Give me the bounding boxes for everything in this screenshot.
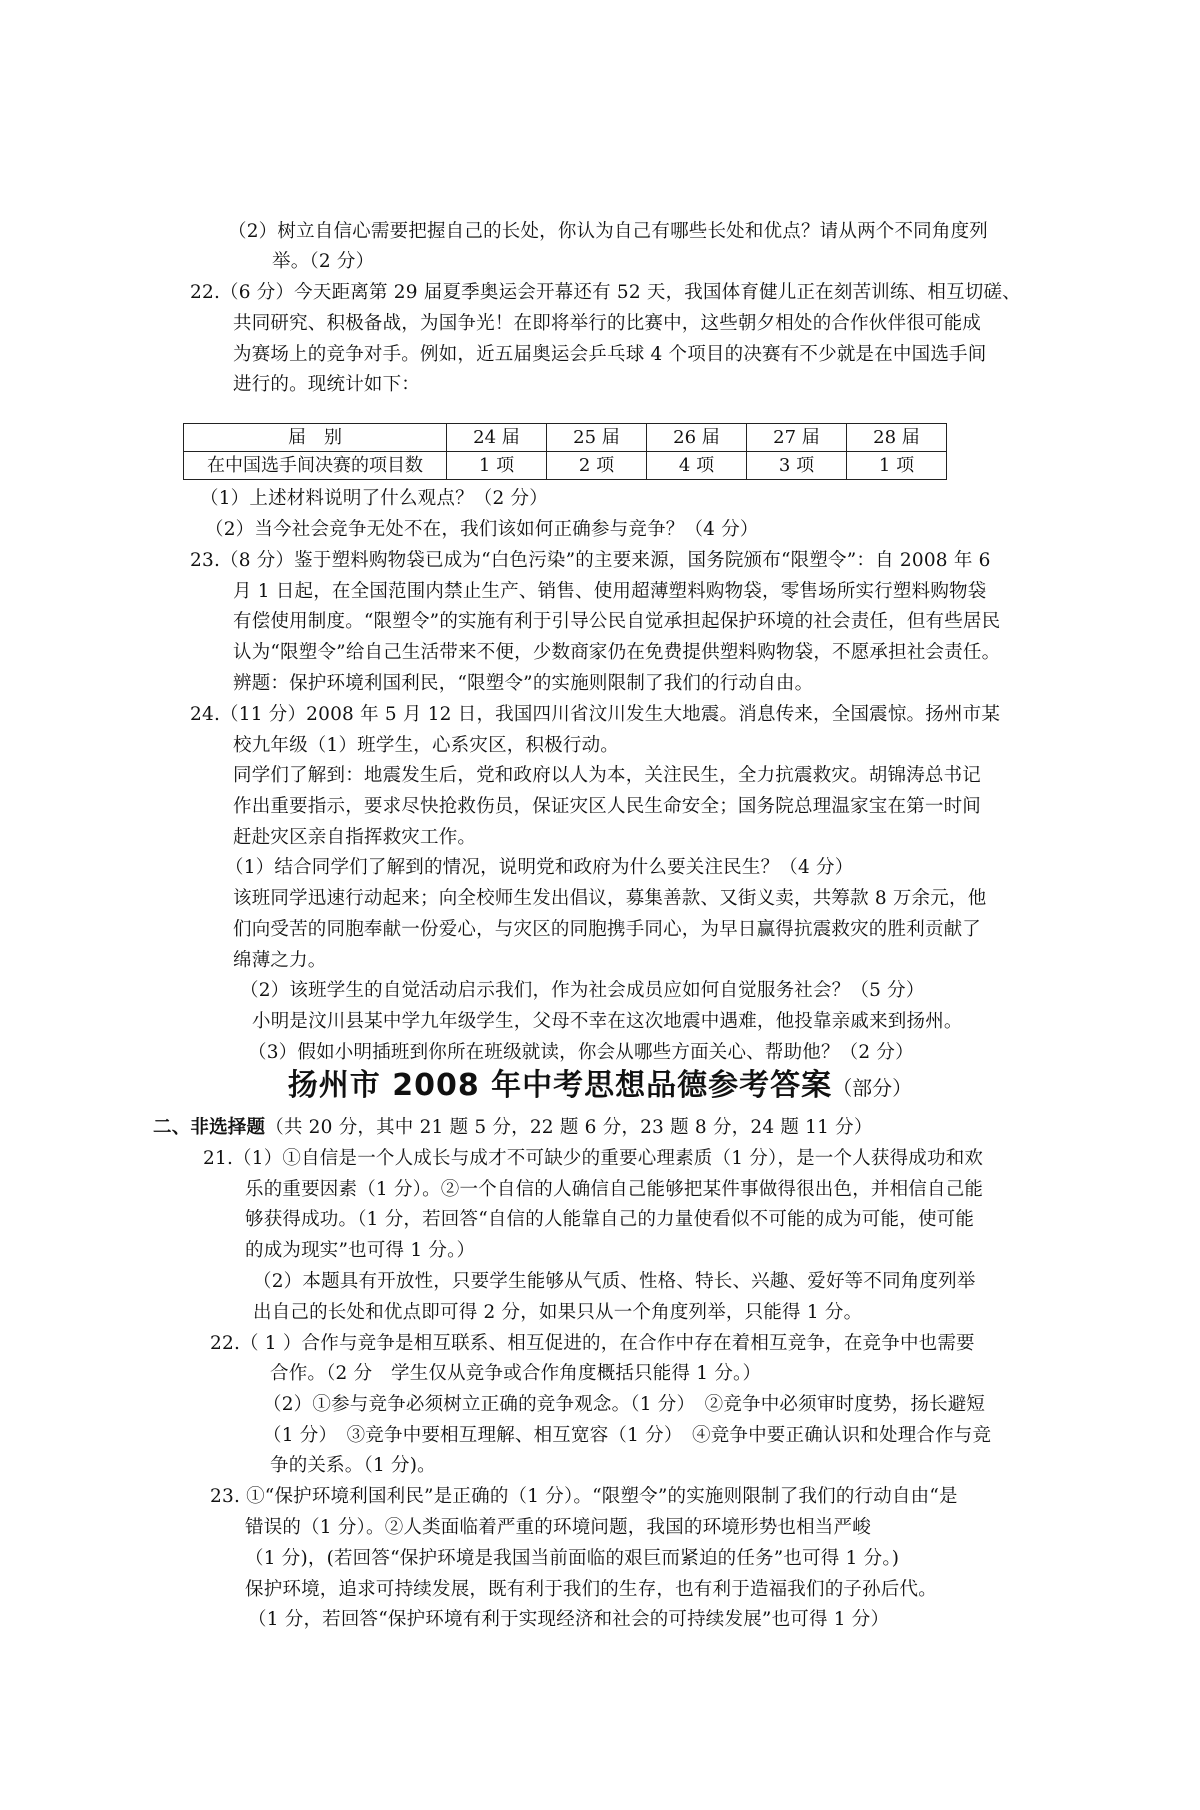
question-line: 24.（11 分）2008 年 5 月 12 日，我国四川省汶川发生大地震。消息传来，全国震惊。扬州市某 xyxy=(190,704,1001,725)
answer-line: （1 分)，(若回答“保护环境是我国当前面临的艰巨而紧迫的任务”也可得 1 分。) xyxy=(245,1548,900,1569)
section-note: （共 20 分，其中 21 题 5 分，22 题 6 分，23 题 8 分，24 题 11 分） xyxy=(265,1117,873,1138)
question-line: 举。（2 分） xyxy=(272,251,375,272)
question-line: （1）结合同学们了解到的情况，说明党和政府为什么要关注民生？（4 分） xyxy=(225,857,854,878)
answer-line: 21.（1）①自信是一个人成长与成才不可缺少的重要心理素质（1 分），是一个人获得成功和欢 xyxy=(203,1148,984,1169)
question-line: 月 1 日起，在全国范围内禁止生产、销售、使用超薄塑料购物袋，零售场所实行塑料购物袋 xyxy=(233,581,987,602)
answer-line: 的成为现实”也可得 1 分。） xyxy=(245,1240,476,1261)
answer-line: 够获得成功。（1 分，若回答“自信的人能靠自己的力量使看似不可能的成为可能，使可能 xyxy=(245,1209,975,1230)
question-line: 认为“限塑令”给自己生活带来不便，少数商家仍在免费提供塑料购物袋，不愿承担社会责任。 xyxy=(233,642,1001,663)
question-line: 22.（6 分）今天距离第 29 届夏季奥运会开幕还有 52 天，我国体育健儿正在刻苦训练、相互切磋、 xyxy=(190,282,1021,303)
question-line: （2）树立自信心需要把握自己的长处，你认为自己有哪些长处和优点？请从两个不同角度列 xyxy=(228,221,988,242)
answer-line: 争的关系。（1 分)。 xyxy=(270,1455,436,1476)
question-line: 校九年级（1）班学生，心系灾区，积极行动。 xyxy=(233,735,619,756)
question-line: 小明是汶川县某中学九年级学生，父母不幸在这次地震中遇难，他投靠亲戚来到扬州。 xyxy=(252,1011,963,1032)
table-cell: 1 项 xyxy=(847,452,947,480)
table-cell: 在中国选手间决赛的项目数 xyxy=(184,452,447,480)
question-line: 该班同学迅速行动起来；向全校师生发出倡议，募集善款、又街义卖，共筹款 8 万余元，他 xyxy=(233,888,987,909)
answer-line: 错误的（1 分）。②人类面临着严重的环境问题，我国的环境形势也相当严峻 xyxy=(245,1517,871,1538)
table-cell: 4 项 xyxy=(647,452,747,480)
table-header-row xyxy=(184,424,947,452)
answer-line: （2）①参与竞争必须树立正确的竞争观念。（1 分） ②竞争中必须审时度势，扬长避短 xyxy=(263,1394,986,1415)
question-line: （2）当今社会竞争无处不在，我们该如何正确参与竞争？（4 分） xyxy=(205,519,759,540)
answer-line: 乐的重要因素（1 分）。②一个自信的人确信自己能够把某件事做得很出色，并相信自己能 xyxy=(245,1179,984,1200)
question-line: 绵薄之力。 xyxy=(233,950,327,971)
answer-line: （1 分） ③竞争中要相互理解、相互宽容（1 分） ④竞争中要正确认识和处理合作与竞 xyxy=(263,1425,992,1446)
question-line: 为赛场上的竞争对手。例如，近五届奥运会乒乓球 4 个项目的决赛有不少就是在中国选手间 xyxy=(233,344,987,365)
question-line: （1）上述材料说明了什么观点？（2 分） xyxy=(200,488,548,509)
answer-line: 合作。（2 分 学生仅从竞争或合作角度概括只能得 1 分。） xyxy=(270,1363,762,1384)
section-heading xyxy=(153,1115,873,1141)
table-cell: 3 项 xyxy=(747,452,847,480)
answer-line: 22.（ 1 ）合作与竞争是相互联系、相互促进的，在合作中存在着相互竞争，在竞争中也需要 xyxy=(210,1333,975,1354)
question-line: 赶赴灾区亲自指挥救灾工作。 xyxy=(233,827,477,848)
question-line: 辨题：保护环境利国利民，“限塑令”的实施则限制了我们的行动自由。 xyxy=(233,673,814,694)
table-cell: 28 届 xyxy=(847,424,947,452)
question-line: （2）该班学生的自觉活动启示我们，作为社会成员应如何自觉服务社会？（5 分） xyxy=(240,980,925,1001)
question-line: 共同研究、积极备战，为国争光！在即将举行的比赛中，这些朝夕相处的合作伙伴很可能成 xyxy=(233,313,982,334)
question-line: 同学们了解到：地震发生后，党和政府以人为本，关注民生，全力抗震救灾。胡锦涛总书记 xyxy=(233,765,982,786)
table-row xyxy=(184,452,947,480)
question-line: 进行的。现统计如下： xyxy=(233,374,421,395)
question-line: 们向受苦的同胞奉献一份爱心，与灾区的同胞携手同心，为早日赢得抗震救灾的胜利贡献了 xyxy=(233,919,982,940)
answer-title xyxy=(0,1060,1200,1104)
question-line: 作出重要指示，要求尽快抢救伤员，保证灾区人民生命安全；国务院总理温家宝在第一时间 xyxy=(233,796,982,817)
table-cell: 2 项 xyxy=(547,452,647,480)
question-line: 23.（8 分）鉴于塑料购物袋已成为“白色污染”的主要来源，国务院颁布“限塑令”：自 2008 年 6 xyxy=(190,550,991,571)
table-cell: 25 届 xyxy=(547,424,647,452)
section-label: 二、非选择题 xyxy=(153,1117,266,1138)
answer-line: （2）本题具有开放性，只要学生能够从气质、性格、特长、兴趣、爱好等不同角度列举 xyxy=(253,1271,976,1292)
table-cell: 26 届 xyxy=(647,424,747,452)
answer-line: 保护环境，追求可持续发展，既有利于我们的生存，也有利于造福我们的子孙后代。 xyxy=(245,1579,937,1600)
answer-title-note: （部分） xyxy=(832,1076,913,1100)
question-line: 有偿使用制度。“限塑令”的实施有利于引导公民自觉承担起保护环境的社会责任，但有些居民 xyxy=(233,611,1001,632)
table-cell: 1 项 xyxy=(447,452,547,480)
table-cell: 届 别 xyxy=(184,424,447,452)
table-cell: 24 届 xyxy=(447,424,547,452)
stats-table xyxy=(183,423,947,480)
question-line: （3）假如小明插班到你所在班级就读，你会从哪些方面关心、帮助他？（2 分） xyxy=(248,1042,914,1063)
table-cell: 27 届 xyxy=(747,424,847,452)
answer-line: 出自己的长处和优点即可得 2 分，如果只从一个角度列举，只能得 1 分。 xyxy=(253,1302,863,1323)
answer-title-main: 扬州市 2008 年中考思想品德参考答案 xyxy=(287,1068,833,1103)
answer-line: 23. ①“保护环境利国利民”是正确的（1 分）。“限塑令”的实施则限制了我们的行动自由“是 xyxy=(210,1486,958,1507)
answer-line: （1 分，若回答“保护环境有利于实现经济和社会的可持续发展”也可得 1 分） xyxy=(248,1609,890,1630)
